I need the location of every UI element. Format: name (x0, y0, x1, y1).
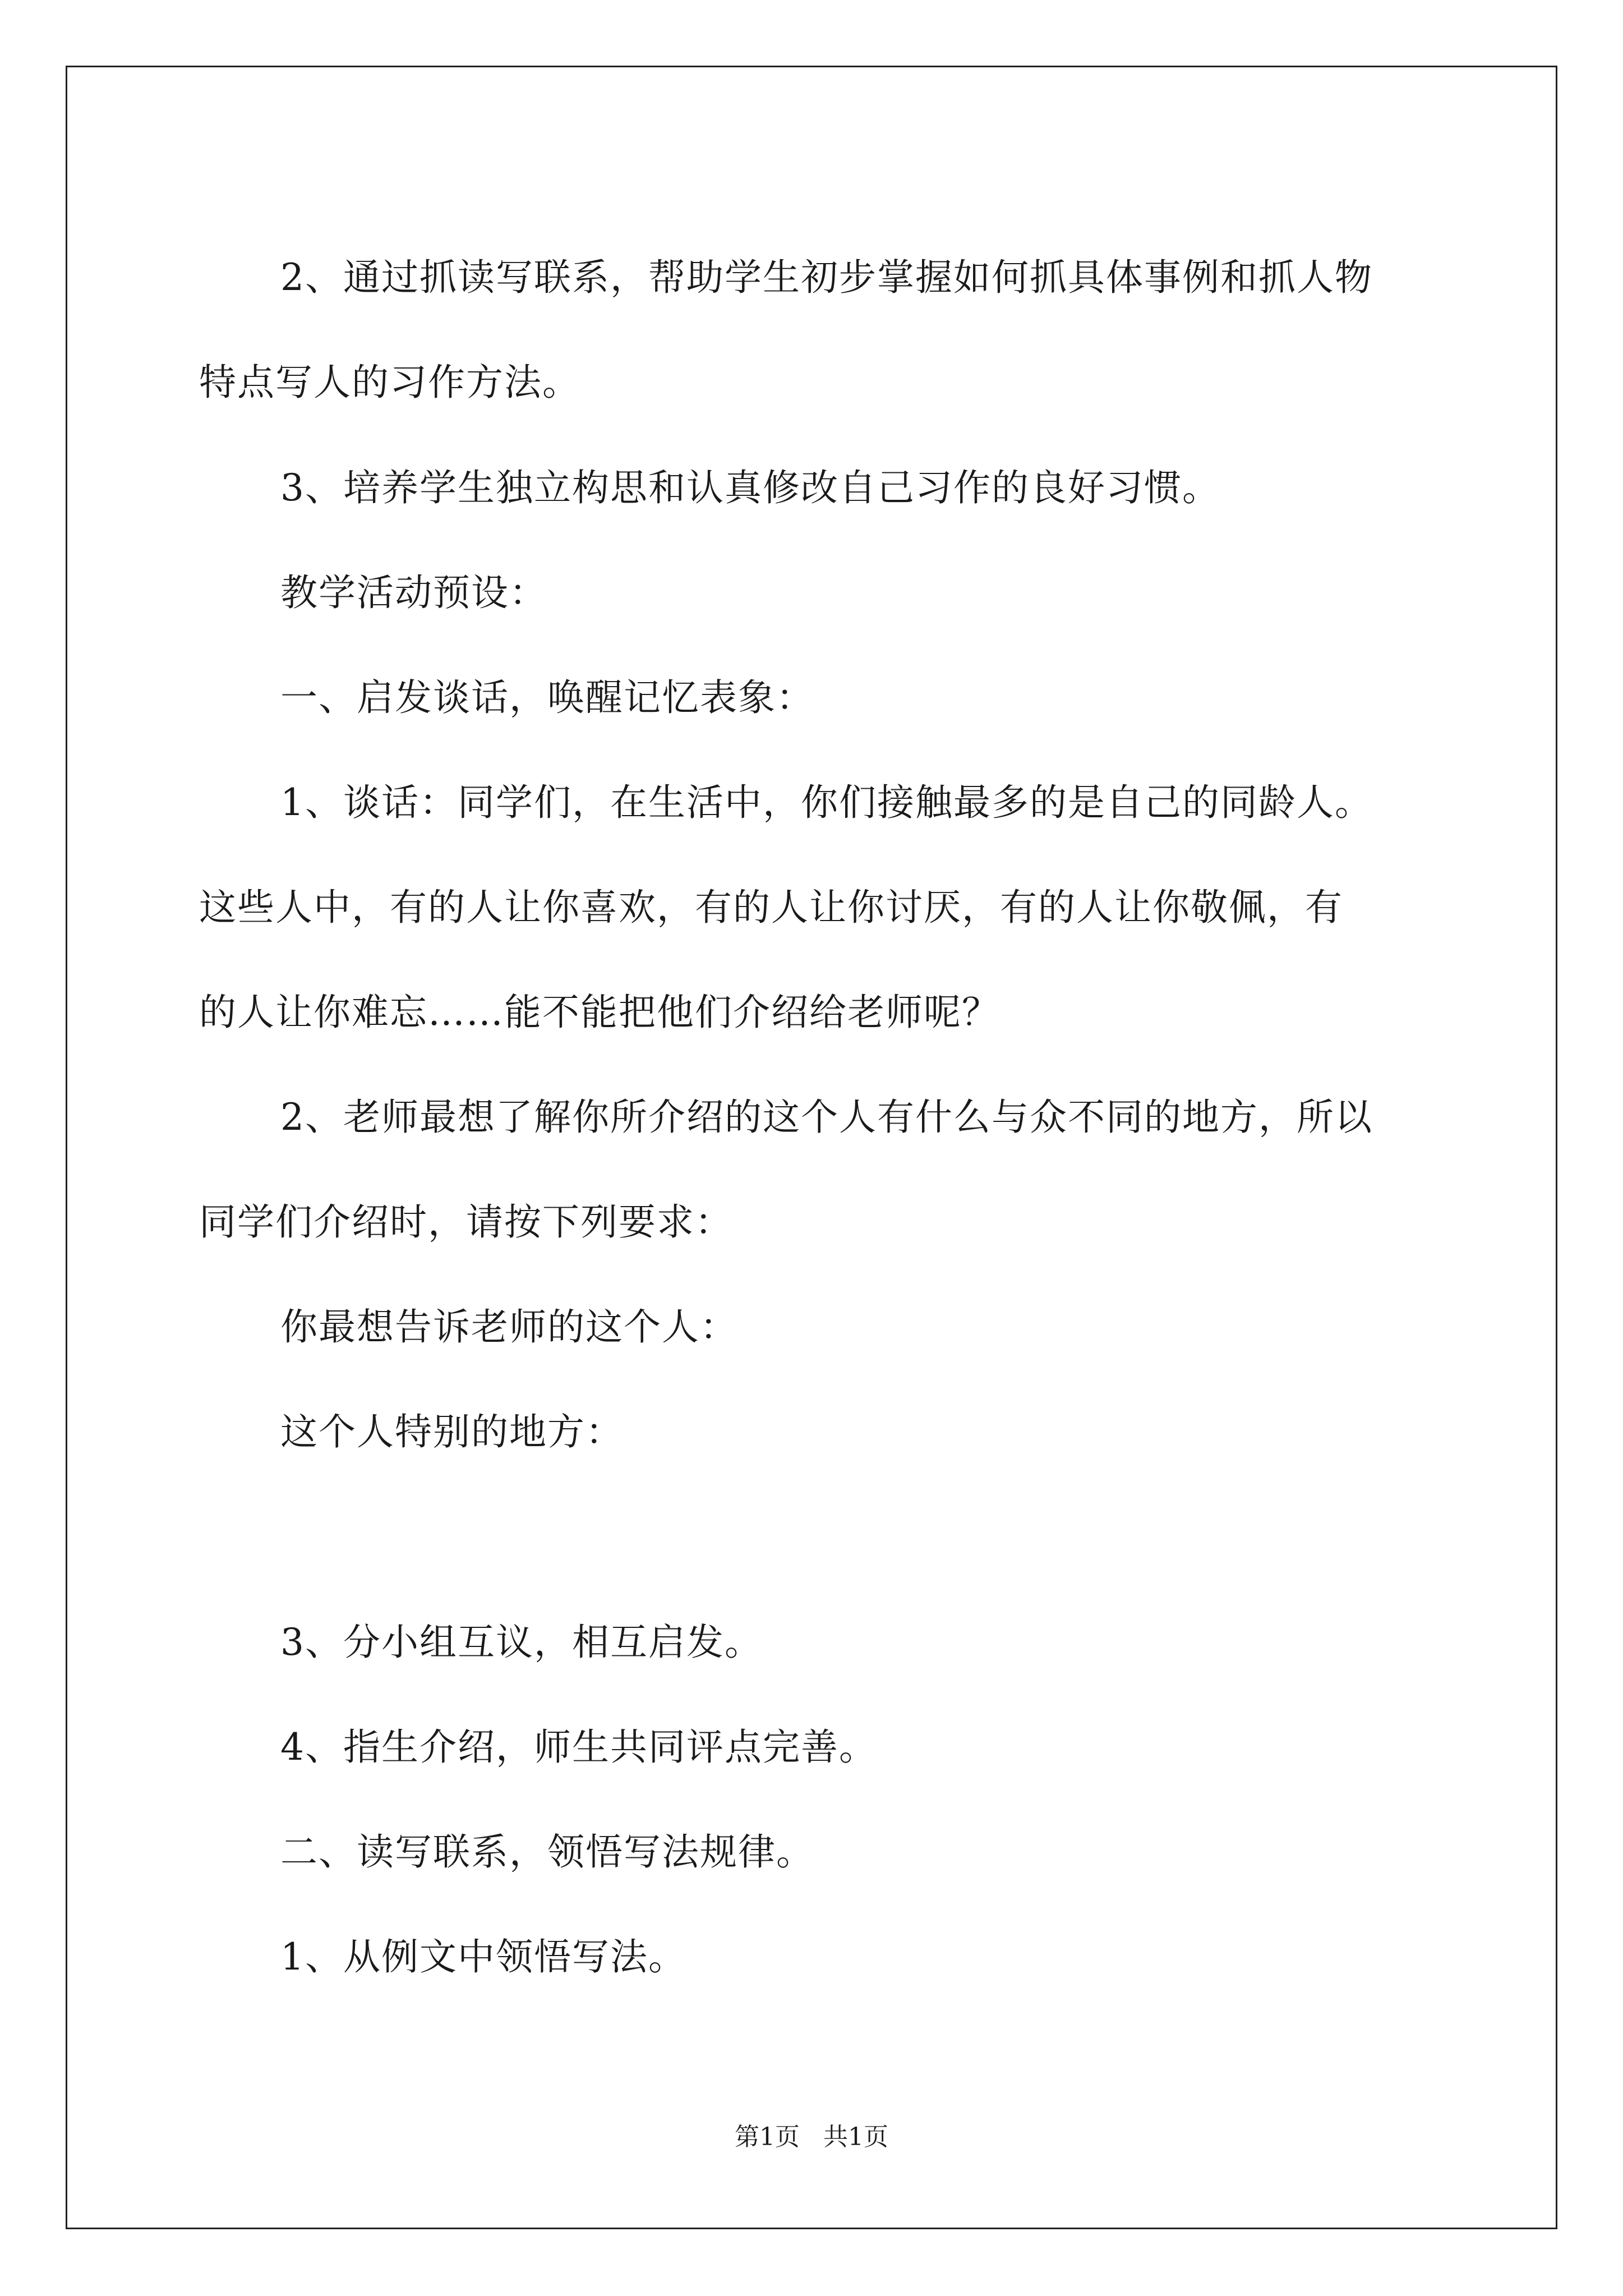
paragraph-1-line-1: 2、通过抓读写联系，帮助学生初步掌握如何抓具体事例和抓人物 (280, 256, 1373, 299)
document-body (67, 67, 1556, 2228)
paragraph-2: 3、培养学生独立构思和认真修改自己习作的良好习惯。 (280, 466, 1220, 509)
page-total: 共1页 (823, 2123, 888, 2151)
page-number: 第1页 (735, 2123, 800, 2151)
paragraph-11: 二、读写联系，领悟写法规律。 (280, 1830, 814, 1874)
paragraph-6-line-1: 2、老师最想了解你所介绍的这个人有什么与众不同的地方，所以 (280, 1096, 1373, 1139)
paragraph-5-line-3: 的人让你难忘……能不能把他们介绍给老师呢？ (199, 991, 1000, 1034)
paragraph-12: 1、从例文中领悟写法。 (280, 1935, 686, 1978)
paragraph-9: 3、分小组互议，相互启发。 (280, 1621, 763, 1664)
paragraph-1-line-2: 特点写人的习作方法。 (199, 361, 580, 404)
paragraph-8: 这个人特别的地方： (280, 1410, 624, 1453)
paragraph-7: 你最想告诉老师的这个人： (280, 1305, 738, 1349)
paragraph-5-line-1: 1、谈话：同学们，在生活中，你们接触最多的是自己的同龄人。 (280, 781, 1373, 824)
paragraph-10: 4、指生介绍，师生共同评点完善。 (280, 1726, 877, 1769)
page-frame (66, 66, 1557, 2229)
paragraph-5-line-2: 这些人中，有的人让你喜欢，有的人让你讨厌，有的人让你敬佩，有 (199, 886, 1343, 929)
paragraph-6-line-2: 同学们介绍时，请按下列要求： (199, 1200, 733, 1244)
page-footer (67, 2120, 1556, 2154)
paragraph-3: 教学活动预设： (280, 571, 547, 614)
paragraph-4: 一、启发谈话，唤醒记忆表象： (280, 676, 814, 719)
